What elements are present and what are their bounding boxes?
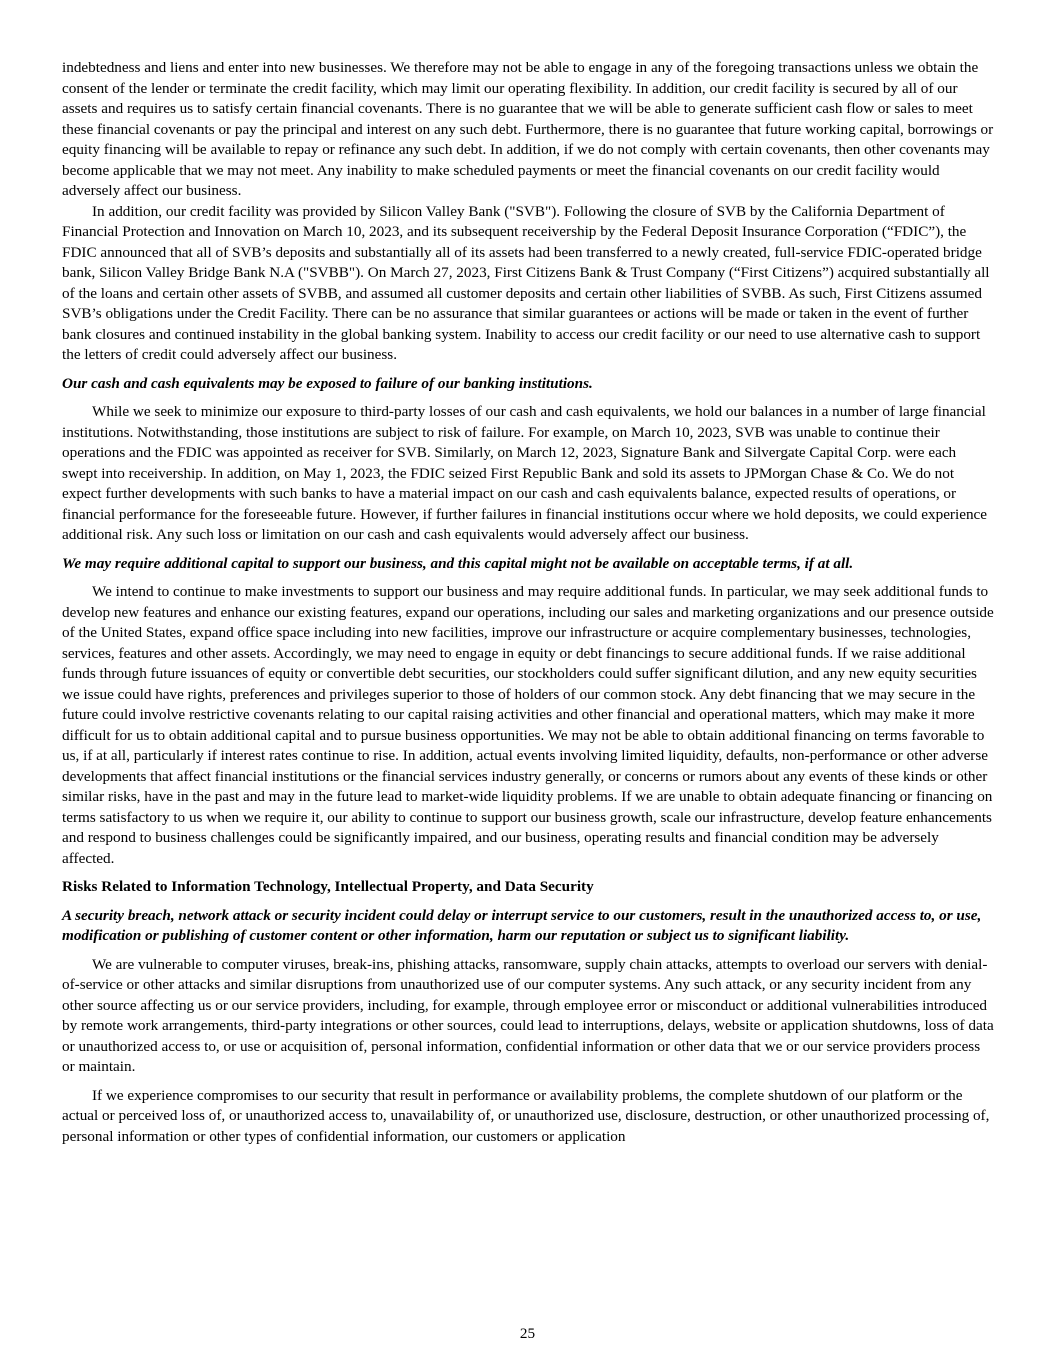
paragraph-credit-covenants: indebtedness and liens and enter into new businesses. We therefore may not be able to engage in any of the foregoing transactions unless we obtain the consent of the lender or terminate the credit facility, which may limit our operating flexibility. In addition, our credit facility is secured by all of our assets and requires us to satisfy certain financial covenants. There is no guarantee that we will be able to generate sufficient cash flow or sales to meet these financial covenants or pay the principal and interest on any such debt. Furthermore, there is no guarantee that future working capital, borrowings or equity financing will be available to repay or refinance any such debt. In addition, if we do not comply with certain covenants, then other covenants may become applicable that we may not meet. Any inability to make scheduled payments or meet the financial covenants on our credit facility would adversely affect our business. (62, 59, 994, 199)
page-number: 25 (519, 1325, 536, 1342)
paragraph-svb-credit-facility: In addition, our credit facility was provided by Silicon Valley Bank ("SVB"). Following the closure of SVB by the California Department of Financial Protection and Innovation on March 10, 2023, and its subsequent receivership by the Federal Deposit Insurance Corporation (“FDIC”), the FDIC announced that all of SVB’s deposits and substantially all of its assets had been transferred to a newly created, full-service FDIC-operated bridge bank, Silicon Valley Bridge Bank N.A ("SVBB"). On March 27, 2023, First Citizens Bank & Trust Company (“First Citizens”) acquired substantially all of the loans and certain other assets of SVBB, and assumed all customer deposits and certain other liabilities of SVBB. As such, First Citizens assumed SVB’s obligations under the Credit Facility. There can be no assurance that similar guarantees or actions will be made or taken in the event of further bank closures and continued instability in the global banking system. Inability to access our credit facility or our need to use alternative cash to support the letters of credit could adversely affect our business. (62, 202, 990, 363)
section-heading-it-risks: Risks Related to Information Technology, Intellectual Property, and Data Security (62, 878, 594, 895)
heading-banking-institutions: Our cash and cash equivalents may be exposed to failure of our banking institutions. (62, 374, 593, 392)
heading-security-breach: A security breach, network attack or security incident could delay or interrupt service to our customers, result in the unauthorized access to, or use, modification or publishing of customer content or other information, harm our reputation or subject us to significant liability. (62, 906, 982, 944)
heading-additional-capital: We may require additional capital to support our business, and this capital might not be available on acceptable terms, if at all. (62, 554, 854, 572)
paragraph-banking-exposure: While we seek to minimize our exposure to third-party losses of our cash and cash equivalents, we hold our balances in a number of large financial institutions. Notwithstanding, those institutions are subject to risk of failure. For example, on March 10, 2023, SVB was unable to continue their operations and the FDIC was appointed as receiver for SVB. Similarly, on March 12, 2023, Signature Bank and Silvergate Capital Corp. were each swept into receivership. In addition, on May 1, 2023, the FDIC seized First Republic Bank and sold its assets to JPMorgan Chase & Co. We do not expect further developments with such banks to have a material impact on our cash and cash equivalents balance, expected results of operations, or financial performance for the foreseeable future. However, if further failures in financial institutions occur where we hold deposits, we could experience additional risk. Any such loss or limitation on our cash and cash equivalents would adversely affect our business. (62, 403, 988, 543)
document-page (62, 58, 994, 1147)
paragraph-security-compromises: If we experience compromises to our security that result in performance or availability problems, the complete shutdown of our platform or the actual or perceived loss of, or unauthorized access to, unavailability of, or unauthorized use, disclosure, destruction, or other unauthorized processing of, personal information or other types of confidential information, our customers or application (62, 1086, 990, 1145)
paragraph-additional-capital: We intend to continue to make investments to support our business and may require additional funds. In particular, we may seek additional funds to develop new features and enhance our existing features, expand our operations, including our sales and marketing organizations and our presence outside of the United States, expand office space including into new facilities, improve our infrastructure or acquire complementary businesses, technologies, services, features and other assets. Accordingly, we may need to engage in equity or debt financings to secure additional funds. If we raise additional funds through future issuances of equity or convertible debt securities, our stockholders could suffer significant dilution, and any new equity securities we issue could have rights, preferences and privileges superior to those of holders of our common stock. Any debt financing that we may secure in the future could involve restrictive covenants relating to our capital raising activities and other financial and operational matters, which may make it more difficult for us to obtain additional capital and to pursue business opportunities. We may not be able to obtain additional financing on terms favorable to us, if at all, particularly if interest rates continue to rise. In addition, actual events involving limited liquidity, defaults, non-performance or other adverse developments that affect financial institutions or the financial services industry generally, or concerns or rumors about any events of these kinds or other similar risks, have in the past and may in the future lead to market-wide liquidity problems. If we are unable to obtain adequate financing or financing on terms satisfactory to us when we require it, our ability to continue to support our business growth, scale our infrastructure, develop feature enhancements and respond to business challenges could be significantly impaired, and our business, operating results and financial condition may be adversely affected. (62, 583, 994, 867)
paragraph-vulnerabilities: We are vulnerable to computer viruses, break-ins, phishing attacks, ransomware, supply chain attacks, attempts to overload our servers with denial-of-service or other attacks and similar disruptions from unauthorized use of our computer systems. Any such attack, or any security incident from any other source affecting us or our service providers, including, for example, through employee error or misconduct or additional vulnerabilities introduced by remote work arrangements, third-party integrations or other sources, could lead to interruptions, delays, website or application shutdowns, loss of data or unauthorized access to, or use or acquisition of, personal information, confidential information or other data that we or our service providers process or maintain. (62, 955, 994, 1075)
